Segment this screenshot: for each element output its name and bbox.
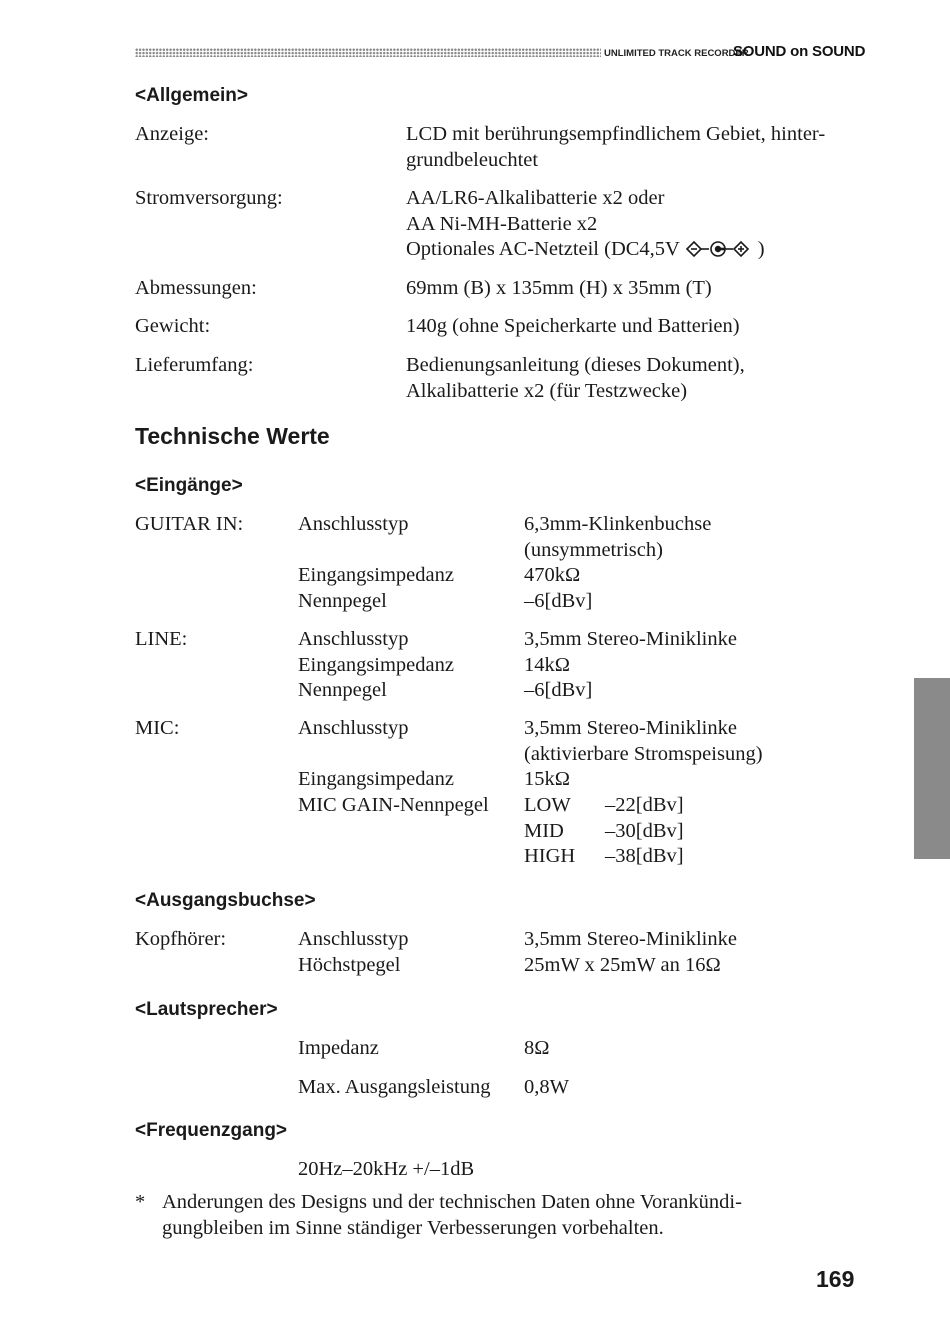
spec-label-abmessungen: Abmessungen:: [135, 277, 257, 299]
section-heading-allgemein: <Allgemein>: [135, 85, 248, 106]
spec-key: MIC GAIN-Nennpegel: [298, 793, 489, 816]
spec-value-ausgangsleistung: 0,8W: [524, 1076, 569, 1098]
spec-value: 3,5mm Stereo-Miniklinke: [524, 717, 737, 739]
spec-value-line: grundbeleuchtet: [406, 148, 539, 171]
spec-label-mic: MIC:: [135, 717, 180, 739]
spacer: [298, 742, 489, 768]
spec-value-line: [406, 237, 765, 263]
footnote-line: Anderungen des Designs und der technischen Daten ohne Vorankündi-: [162, 1191, 742, 1213]
spec-label-kopfhoerer: Kopfhörer:: [135, 928, 227, 950]
section-heading-frequenzgang: <Frequenzgang>: [135, 1120, 288, 1141]
spec-key: Anschlusstyp: [298, 628, 409, 650]
spec-label-line: LINE:: [135, 628, 188, 650]
spec-key: Anschlusstyp: [298, 513, 409, 535]
spec-key: Anschlusstyp: [298, 717, 409, 739]
spec-keys-kopfhoerer: [298, 927, 408, 978]
header-dotted-rule: [135, 48, 601, 57]
footnote-line: gungbleiben im Sinne ständiger Verbesserungen vorbehalten.: [162, 1216, 664, 1239]
spec-key: Anschlusstyp: [298, 928, 409, 950]
spec-value-impedanz: 8Ω: [524, 1037, 550, 1059]
spec-value-lieferumfang: [406, 353, 745, 404]
spec-key: Nennpegel: [298, 679, 387, 702]
spec-key: Eingangsimpedanz: [298, 768, 454, 791]
spec-values-guitar-in: [524, 512, 711, 614]
gain-level-label: HIGH: [524, 845, 576, 868]
spec-key: Eingangsimpedanz: [298, 564, 454, 587]
page-title: Technische Werte: [135, 423, 330, 449]
footnote-star: *: [135, 1191, 146, 1213]
spec-key-ausgangsleistung: Max. Ausgangsleistung: [298, 1076, 491, 1098]
spec-keys-line: [298, 627, 454, 704]
spec-value: (unsymmetrisch): [524, 538, 663, 561]
spec-label-anzeige: Anzeige:: [135, 123, 209, 145]
spec-value: (aktivierbare Stromspeisung): [524, 742, 763, 765]
spec-value: 25mW x 25mW an 16Ω: [524, 953, 721, 976]
spec-values-kopfhoerer: [524, 927, 737, 978]
spacer: [298, 538, 454, 564]
gain-levels-values: [605, 793, 684, 870]
spec-value-line: LCD mit berührungsempfindlichem Gebiet, hinter-: [406, 123, 826, 145]
chapter-tab: [914, 678, 950, 859]
spec-value-stromversorgung: [406, 186, 765, 263]
spec-label-gewicht: Gewicht:: [135, 315, 211, 337]
spec-value-line: AA Ni-MH-Batterie x2: [406, 212, 598, 235]
section-heading-ausgangsbuchse: <Ausgangsbuchse>: [135, 890, 316, 911]
spec-value: 3,5mm Stereo-Miniklinke: [524, 628, 737, 650]
spec-value-anzeige: [406, 122, 825, 173]
spec-value-line: Bedienungsanleitung (dieses Dokument),: [406, 354, 745, 376]
spec-value-text: ): [757, 238, 765, 261]
spec-value-text: Optionales AC-Netzteil (DC4,5V: [406, 238, 680, 261]
spec-values-line: [524, 627, 737, 704]
gain-level-value: –22[dBv]: [605, 794, 684, 816]
gain-level-value: –30[dBv]: [605, 819, 684, 842]
spec-key: Nennpegel: [298, 589, 387, 612]
spec-key: Höchstpegel: [298, 953, 401, 976]
section-heading-eingaenge: <Eingänge>: [135, 475, 243, 496]
spec-label-stromversorgung: Stromversorgung:: [135, 187, 283, 209]
spec-value: –6[dBv]: [524, 679, 593, 702]
spec-value: 14kΩ: [524, 653, 570, 676]
spec-value: 6,3mm-Klinkenbuchse: [524, 513, 712, 535]
spec-key-impedanz: Impedanz: [298, 1037, 379, 1059]
dc-polarity-icon: [685, 240, 753, 258]
gain-level-label: MID: [524, 819, 564, 842]
spec-key: Eingangsimpedanz: [298, 653, 454, 676]
spec-value: 3,5mm Stereo-Miniklinke: [524, 928, 737, 950]
spec-value-line: Alkalibatterie x2 (für Testzwecke): [406, 379, 688, 402]
header-title: SOUND on SOUND: [733, 43, 866, 60]
spec-label-lieferumfang: Lieferumfang:: [135, 354, 254, 376]
spec-value: 15kΩ: [524, 768, 570, 791]
gain-levels-labels: [524, 793, 575, 870]
header-subtitle: UNLIMITED TRACK RECORDER: [604, 48, 749, 59]
spec-value-frequenzgang: 20Hz–20kHz +/–1dB: [298, 1158, 475, 1180]
spec-value: 470kΩ: [524, 564, 581, 587]
footnote-text: [162, 1190, 742, 1241]
spec-keys-mic: [298, 716, 489, 818]
spec-value-gewicht: 140g (ohne Speicherkarte und Batterien): [406, 315, 740, 337]
page-number: 169: [816, 1266, 855, 1292]
spec-value: –6[dBv]: [524, 589, 593, 612]
gain-level-label: LOW: [524, 794, 571, 816]
spec-keys-guitar-in: [298, 512, 454, 614]
section-heading-lautsprecher: <Lautsprecher>: [135, 999, 278, 1020]
spec-values-mic: [524, 716, 763, 793]
spec-value-line: AA/LR6-Alkalibatterie x2 oder: [406, 187, 665, 209]
spec-value-abmessungen: 69mm (B) x 135mm (H) x 35mm (T): [406, 277, 712, 299]
gain-level-value: –38[dBv]: [605, 845, 684, 868]
spec-label-guitar-in: GUITAR IN:: [135, 513, 244, 535]
